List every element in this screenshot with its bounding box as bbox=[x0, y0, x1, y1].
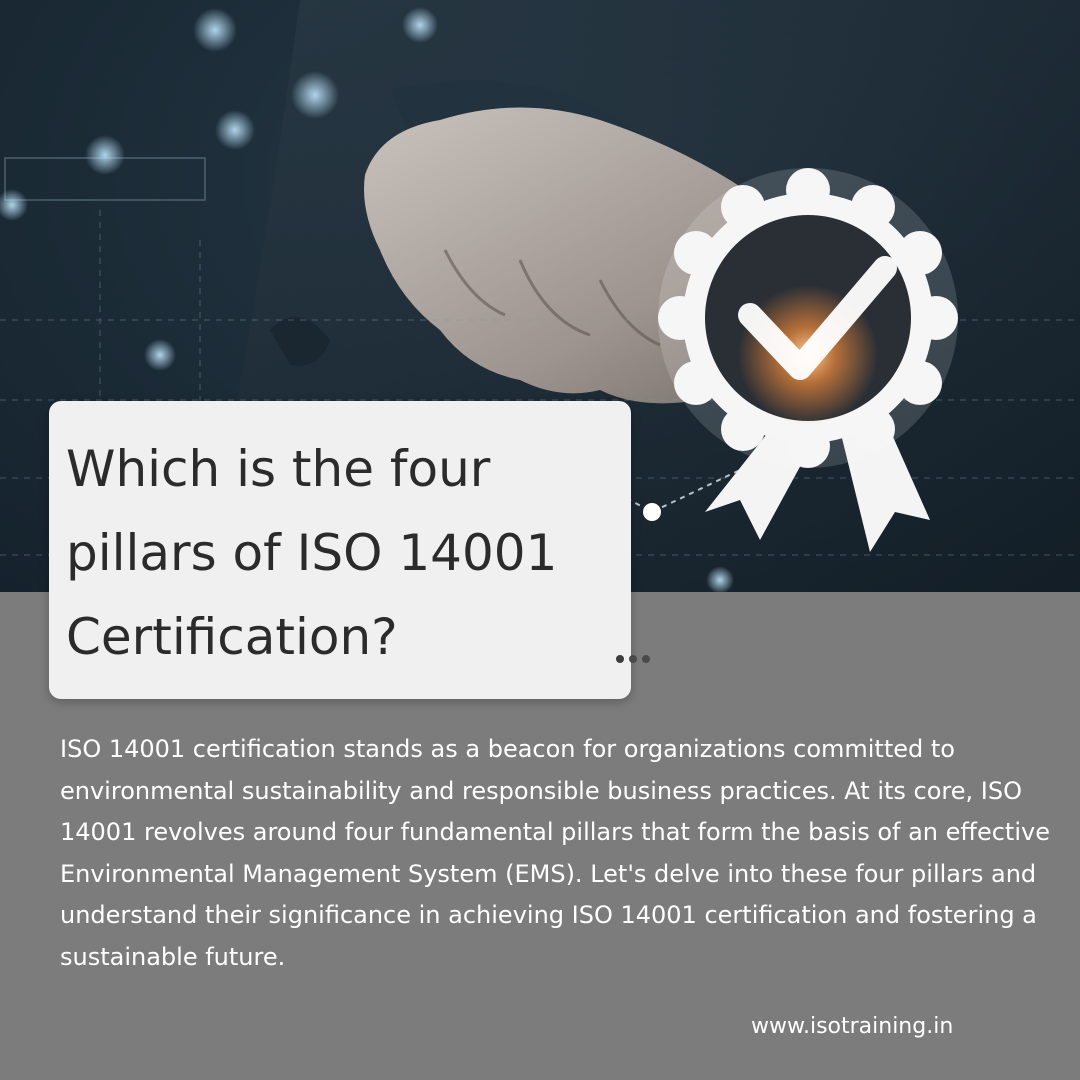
title-card bbox=[49, 401, 631, 699]
network-node bbox=[643, 503, 661, 521]
more-dots-icon bbox=[616, 655, 650, 663]
page-title: Which is the four pillars of ISO 14001 Certification? bbox=[66, 440, 558, 666]
body-paragraph: ISO 14001 certification stands as a beacon for organizations committed to environmental sustainability and responsible business practices. At its core, ISO 14001 revolves around four fundamental pillars that form the basis of an effective Environmental Management System (EMS). Let's delve into these four pillars and understand their significance in achieving ISO 14001 certification and fostering a sustainable future. bbox=[60, 735, 1050, 971]
website-url: www.isotraining.in bbox=[751, 1014, 954, 1039]
